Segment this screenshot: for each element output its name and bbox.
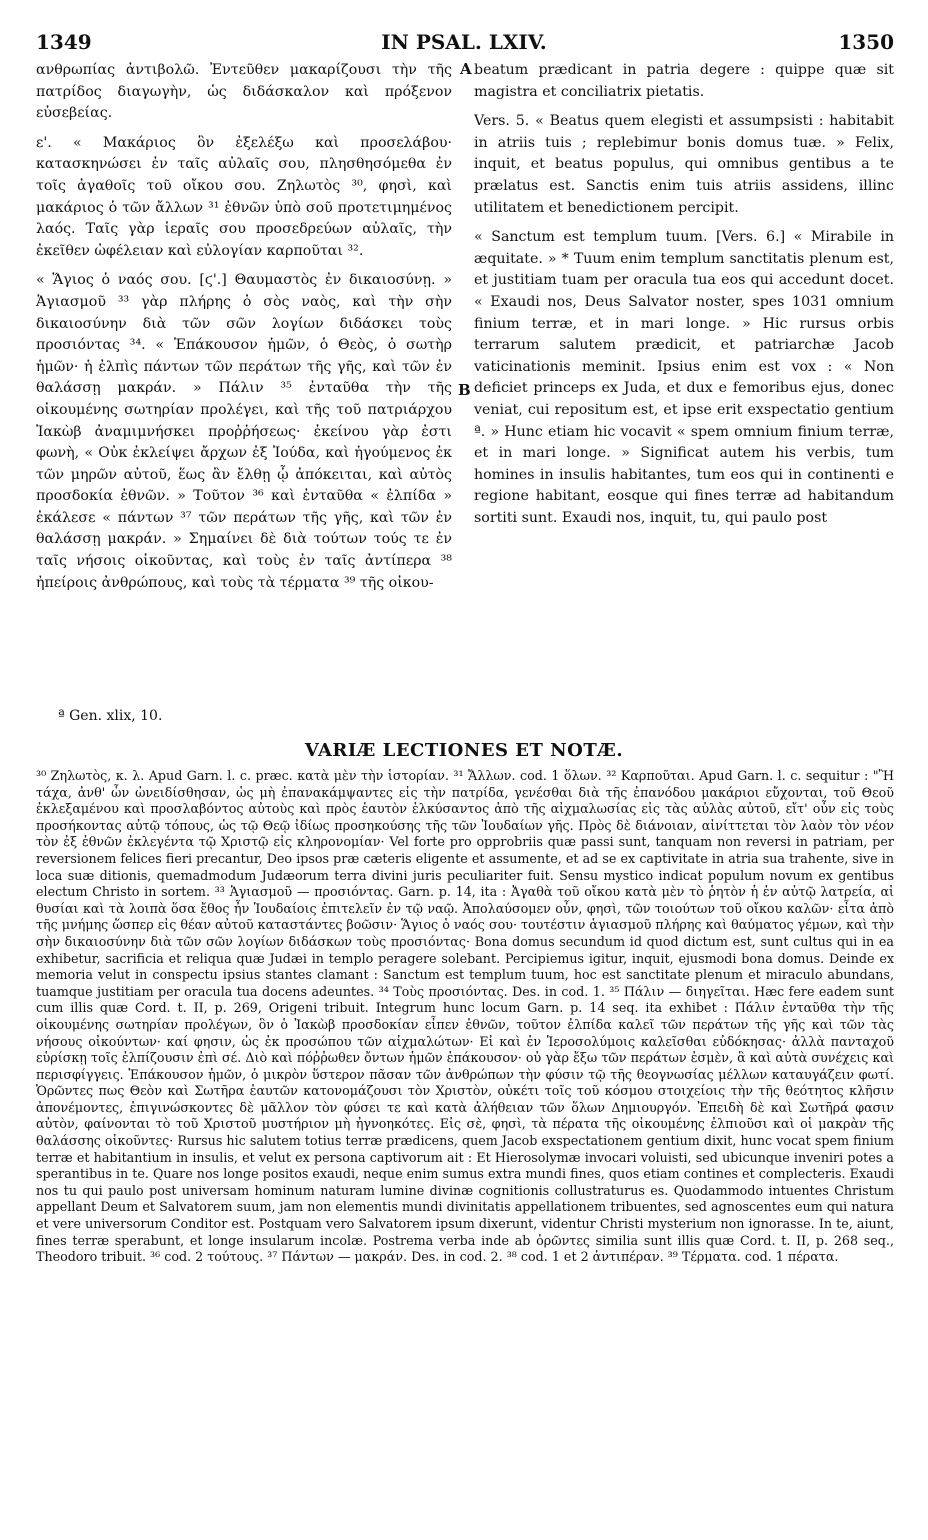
greek-paragraph: ε'. « Μακάριος ὃν ἐξελέξω καὶ προσελάβου· κατασκηνώσει ἐν ταῖς αὐλαῖς σου, πλησθησόμεθα ἐν τοῖς ἀγαθοῖς τοῦ οἴκου σου. Ζηλωτὸς ³⁰, φησὶ, καὶ μακάριος ὁ τῶν ἄλλων ³¹ ἐθνῶν ὑπὸ σοῦ προτετιμημένος λαός. Ταῖς γὰρ ἱεραῖς σου προσεδρεύων αὐλαῖς, τὴν ἐκεῖθεν ὠφέλειαν καὶ εὐλογίαν καρποῦται ³². xyxy=(36,134,452,259)
latin-paragraph: « Sanctum est templum tuum. [Vers. 6.] « Mirabile in æquitate. » * Tuum enim templum sanctitatis plenum est, et justitiam tuam per oracula tua eos qui accedunt docet. « Exaudi nos, Deus Salvator noster, spes 1031 omnium finium terræ, et in mari longe. » Hic rursus orbis terrarum salutem prædicit, et patriarchæ Jacob vaticinationis meminit. Ipsius enim est vox : « Non deficiet princeps ex Juda, et dux e femoribus ejus, donec veniat, cui repositum est, et ipse erit exspectatio gentium ª. » Hunc etiam hic vocavit « spem omnium finium terræ, et in mari longe. » Significat autem his verbis, tum homines in insulis habitantes, tum eos qui in continenti e regione habitant, eosque qui fines terræ ad habitandum sortiti sunt. Exaudi nos, inquit, tu, qui paulo post xyxy=(474,229,894,526)
page-header xyxy=(0,30,928,60)
greek-column xyxy=(36,60,452,594)
greek-paragraph: ανθρωπίας ἀντιβολῶ. Ἐντεῦθεν μακαρίζουσι τὴν τῆς πατρίδος διαγωγὴν, ὡς διδάσκαλον καὶ πρόξενον εὐσεβείας. xyxy=(36,62,452,122)
running-title: IN PSAL. LXIV. xyxy=(381,30,547,54)
latin-column xyxy=(474,60,894,529)
variae-lectiones-title: VARIÆ LECTIONES ET NOTÆ. xyxy=(304,740,624,761)
page-number-right: 1350 xyxy=(838,30,894,54)
latin-paragraph: Vers. 5. « Beatus quem elegisti et assumpsisti : habitabit in atriis tuis ; replebimur bonis domus tuæ. » Felix, inquit, et beatus populus, qui omnibus gentibus a te prælatus est. Sanctis enim tuis atriis assidens, illinc utilitatem et benedictionem percipit. xyxy=(474,113,894,216)
margin-marker-b: B xyxy=(458,381,471,399)
margin-marker-a: A xyxy=(460,60,472,78)
footnote: ª Gen. xlix, 10. xyxy=(58,708,163,724)
notes-text: ³⁰ Ζηλωτὸς, κ. λ. Apud Garn. l. c. præc. κατὰ μὲν τὴν ἱστορίαν. ³¹ Ἄλλων. cod. 1 ὅλων. ³² Καρποῦται. Apud Garn. l. c. sequitur : "Ἢ τάχα, ἀνθ' ὧν ὠνειδίσθησαν, ὡς μὴ ἐπανακάμψαντες εἰς τὴν πατρίδα, γενέσθαι διὰ τῆς ἐπανόδου μακάριοι εὔχονται, τοῦ Θεοῦ ἐκλεξαμένου καὶ προσλαβόντος αὐτοὺς καὶ πρὸς ἑαυτὸν ἑλκύσαντος ἀπὸ τῆς αἰχμαλωσίας εἰς τὰς αὐλὰς αὐτοῦ, εἴτ' οὖν εἰς τοὺς προσήκοντας αὐτῷ τόπους, ὡς τῷ Θεῷ ἰδίως προσηκούσης τῆς τῶν Ἰουδαίων γῆς. Πρὸς δὲ διάνοιαν, αἰνίττεται τὸν λαὸν τὸν νέον τὸν ἐξ ἐθνῶν ἐκλεγέντα τῷ Χριστῷ εἰς κληρονομίαν· Vel forte pro opprobriis quæ passi sunt, tanquam non reversi in patriam, per reversionem felices fieri precantur, Deo ipsos præ cæteris eligente et assumente, et ad se ex captivitate in atria sua trahente, sive in loca suæ ditionis, quemadmodum Judæorum terra divini juris peculiariter fuit. Sensu mystico indicat populum novum ex gentibus electum Christo in sortem. ³³ Ἁγιασμοῦ — προσιόντας. Garn. p. 14, ita : Ἀγαθὰ τοῦ οἴκου κατὰ μὲν τὸ ῥητὸν ἡ ἐν αὐτῷ λατρεία, αἱ θυσίαι καὶ τὰ λοιπὰ ὅσα ἔθος ἦν Ἰουδαίοις ἐπιτελεῖν ἐν τῷ ναῷ. Ἀπολαύσομεν οὖν, φησὶ, τῶν τοιούτων τοῦ οἴκου καλῶν· εἶτα ἀπὸ τῆς μνήμης ὥσπερ εἰς θέαν αὐτοῦ καταστάντες βοῶσιν· Ἅγιος ὁ ναός σου· τουτέστιν ἁγιασμοῦ πλήρης καὶ θαύματος γέμων, καὶ τὴν σὴν δικαιοσύνην διὰ τῶν σῶν λογίων διδάσκων τοὺς προσιόντας· Bona domus secundum id quod dictum est, sunt cultus qui in ea exhibetur, sacrificia et reliqua quæ Judæi in templo peragere solebant. Percipiemus igitur, inquit, ejusmodi bona domus. Deinde ex memoria velut in conspectu ipsius stantes clamant : Sanctum est templum tuum, hoc est sanctitate plenum et miraculo abundans, tuamque justitiam per oracula tua docens adeuntes. ³⁴ Τοὺς προσιόντας. Des. in cod. 1. ³⁵ Πάλιν — διηγεῖται. Hæc fere eadem sunt cum illis quæ Cord. t. II, p. 269, Origeni tribuit. Integrum hunc locum Garn. p. 14 seq. ita exhibet : Πάλιν ἐνταῦθα τὴν τῆς οἰκουμένης σωτηρίαν προλέγων, ὃν ὁ Ἰακὼβ προσδοκίαν εἶπεν ἐθνῶν, τοῦτον ἐλπίδα καλεῖ τῶν περάτων τῆς γῆς καὶ τῶν τὰς νήσους οἰκούντων· καί φησιν, ὡς ἐκ προσώπου τῶν αἰχμαλώτων· Εἰ καὶ ἐν Ἱεροσολύμοις καλεῖσθαι εὐδόκησας· ἀλλὰ πανταχοῦ εὑρίσκῃ τοῖς ἐλπίζουσιν ἐπὶ σέ. Διὸ καὶ πόῤῥωθεν ὄντων ἡμῶν ἐπάκουσον· οὐ γὰρ ἔξω τῶν περάτων ἐσμὲν, ἃ καὶ αὐτὰ συνέχεις καὶ περισφίγγεις. Ἐπάκουσον ἡμῶν, ὁ μικρὸν ὕστερον πᾶσαν τῶν ἀνθρώπων τὴν φύσιν τῷ τῆς θεογνωσίας μέλλων καταυγάζειν φωτί. Ὁρῶντες πως Θεὸν καὶ Σωτῆρα ἑαυτῶν κατονομάζουσι τὸν Χριστὸν, οὐκέτι τοῖς τοῦ κόσμου στοιχείοις τὴν τῆς θεότητος κλῆσιν ἀπονέμοντες, ἐπιγινώσκοντες δὲ μᾶλλον τὸν φύσει τε καὶ κατὰ ἀλήθειαν τῶν ὅλων Δημιουργόν. Ἐπειδὴ δὲ καὶ Σωτῆρά φασιν αὐτὸν, φαίνονται τὸ τοῦ Χριστοῦ μυστήριον μὴ ἠγνοηκότες. Εἰς σὲ, φησὶ, τὰ πέρατα τῆς οἰκουμένης ἐλπιοῦσι καὶ οἱ μακρὰν τῆς θαλάσσης οἰκοῦντες· Rursus hic salutem totius terræ prædicens, quem Jacob exspectationem gentium dixit, hunc vocat spem finium terræ et habitantium in insulis, et velut ex persona captivorum ait : Et Hierosolymæ invocari voluisti, sed ubicunque inveniri potes a sperantibus in te. Quare nos longe positos exaudi, neque enim sumus extra mundi fines, quos etiam contines et complecteris. Exaudi nos tu qui paulo post universam hominum naturam lumine divinæ cognitionis collustraturus es. Quodammodo intuentes Christum appellant Deum et Salvatorem suum, jam non elementis mundi divinitatis appellationem tribuentes, sed agnoscentes eum qui natura et vere universorum Conditor est. Postquam vero Salvatorem ipsum dixerunt, videntur Christi mysterium non ignorasse. In te, aiunt, fines terræ sperabunt, et longe insularum incolæ. Postrema verba inde ab ὁρῶντες similia sunt illis quæ Cord. t. II, p. 268 seq., Theodoro tribuit. ³⁶ cod. 2 τούτους. ³⁷ Πάντων — μακράν. Des. in cod. 2. ³⁸ cod. 1 et 2 ἀντιπέραν. ³⁹ Τέρματα. cod. 1 πέρατα. xyxy=(36,768,894,1265)
latin-paragraph: beatum prædicant in patria degere : quippe quæ sit magistra et conciliatrix pietatis. xyxy=(474,62,894,100)
page-number-left: 1349 xyxy=(36,30,92,54)
notes-section xyxy=(36,768,894,1266)
greek-paragraph: « Ἅγιος ὁ ναός σου. [ϛ'.] Θαυμαστὸς ἐν δικαιοσύνῃ. » Ἁγιασμοῦ ³³ γὰρ πλήρης ὁ σὸς ναὸς, καὶ τὴν σὴν δικαιοσύνην διὰ τῶν σῶν λογίων διδάσκει τοὺς προσιόντας ³⁴. « Ἐπάκουσον ἡμῶν, ὁ Θεὸς, ὁ σωτὴρ ἡμῶν· ἡ ἐλπὶς πάντων τῶν περάτων τῆς γῆς, καὶ τῶν ἐν θαλάσσῃ μακράν. » Πάλιν ³⁵ ἐνταῦθα τὴν τῆς οἰκουμένης σωτηρίαν προλέγει, καὶ τῆς τοῦ πατριάρχου Ἰακὼβ ἀναμιμνήσκει προῤῥήσεως· ἐκείνου γὰρ ἐστι φωνὴ, « Οὐκ ἐκλείψει ἄρχων ἐξ Ἰούδα, καὶ ἡγούμενος ἐκ τῶν μηρῶν αὐτοῦ, ἕως ἂν ἔλθῃ ᾧ ἀπόκειται, καὶ αὐτὸς προσδοκία ἐθνῶν. » Τοῦτον ³⁶ καὶ ἐνταῦθα « ἐλπίδα » ἐκάλεσε « πάντων ³⁷ τῶν περάτων τῆς γῆς, καὶ τῶν ἐν θαλάσσῃ μακράν. » Σημαίνει δὲ διὰ τούτων τούς τε ἐν ταῖς νήσοις οἰκοῦντας, καὶ τοὺς ἐν ταῖς ἀντίπερα ³⁸ ἠπείροις ἀνθρώπους, καὶ τοὺς τὰ τέρματα ³⁹ τῆς οἰκου- xyxy=(36,272,452,591)
